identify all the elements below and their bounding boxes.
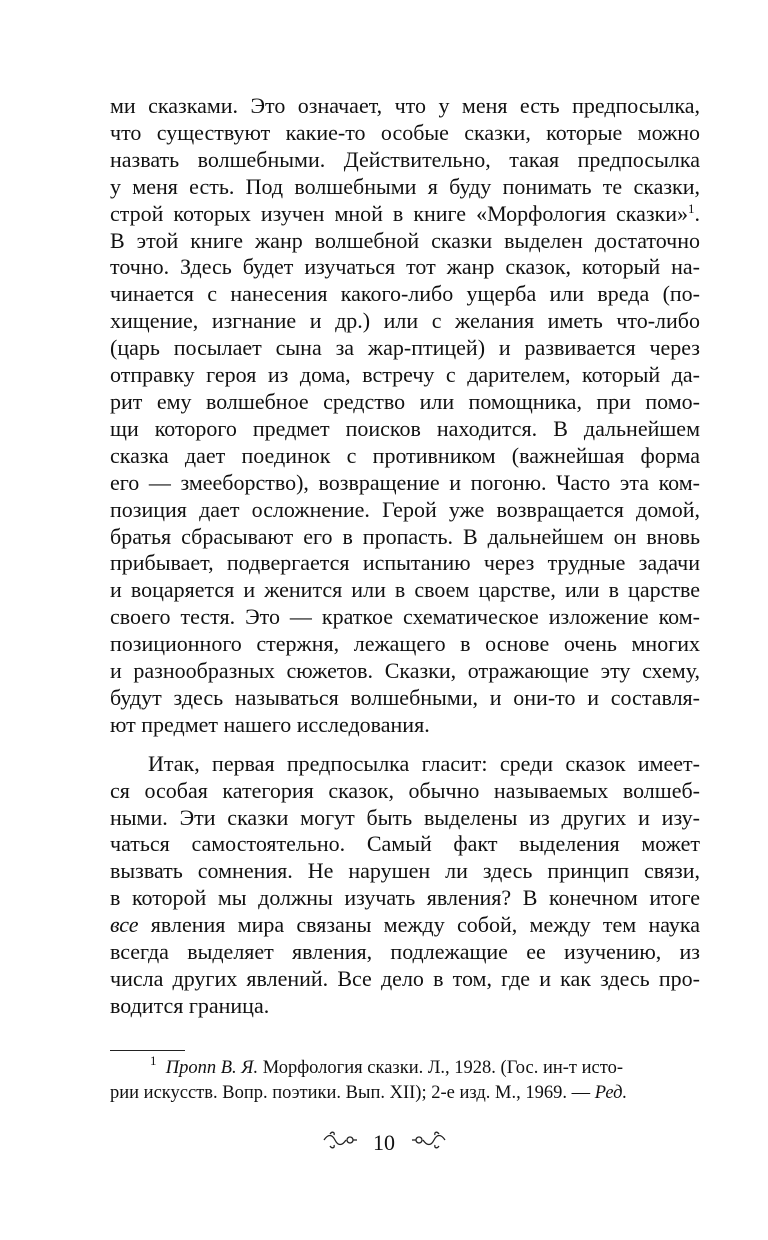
text-line [110,335,700,362]
text-line [110,416,700,443]
text-line-content: ными. Эти сказки могут быть выделены из других и изу- [110,804,700,830]
text-line [110,93,700,120]
text-line [110,443,700,470]
text-line-content: и разнообразных сюжетов. Сказки, отражающие эту схему, [110,658,700,684]
text-line-content: его — змееборство), возвращение и погоню. Часто эта ком- [110,469,700,495]
ornament-flourish-icon [322,1130,358,1156]
footnote [110,1053,700,1106]
footnote-marker: 1 [150,1053,157,1068]
footnote-author: Пропп В. Я. [165,1058,259,1078]
text-line [110,524,700,551]
text-line [110,281,700,308]
text-line [110,966,700,993]
text-line-content: щи которого предмет поисков находится. В дальнейшем [110,415,700,441]
text-line-content: будут здесь называться волшебными, и они-то и составля- [110,684,700,710]
footnote-text-1: Морфология сказки. Л., 1928. (Гос. ин-т исто- [258,1058,623,1078]
ornament-flourish-icon [411,1130,447,1156]
text-line-content: ся особая категория сказок, обычно называемых волшеб- [110,777,700,803]
emphasis: все [110,912,139,938]
text-line [110,831,700,858]
text-line-content: хищение, изгнание и др.) или с желания иметь что-либо [110,308,700,334]
footnote-text-2: рии искусств. Вопр. поэтики. Вып. XII); 2-е изд. М., 1969. — [110,1083,591,1103]
text-line [110,470,700,497]
text-line-content: отправку героя из дома, встречу с дарителем, который да- [110,362,700,388]
text-line [110,805,700,832]
text-line-content: что существуют какие-то особые сказки, которые можно [110,119,700,145]
text-line [110,858,700,885]
text-line [110,658,700,685]
text-line [110,712,700,739]
text-line [110,389,700,416]
text-line [110,751,700,778]
text-line-content: прибывает, подвергается испытанию через трудные задачи [110,550,700,576]
text-line-content: вызвать сомнения. Не нарушен ли здесь принцип связи, [110,858,700,884]
text-line-content: братья сбрасывают его в пропасть. В дальнейшем он вновь [110,523,700,549]
main-text [110,93,700,1020]
text-line-content: ми сказками. Это означает, что у меня есть предпосылка, [110,93,700,118]
text-line-content: числа других явлений. Все дело в том, где и как здесь про- [110,966,700,991]
text-line-content: явления мира связаны между собой, между тем наука [138,912,700,938]
text-line-content: чаться самостоятельно. Самый факт выделения может [110,831,700,857]
text-line-content: Итак, первая предпосылка гласит: среди сказок имеет- [148,750,700,776]
text-line-content: позиция дает осложнение. Герой уже возвращается домой, [110,496,700,522]
text-line [110,577,700,604]
text-line-content: в которой мы должны изучать явления? В конечном итоге [110,885,700,911]
text-line [110,685,700,712]
footnote-reference[interactable]: 1 [688,200,695,216]
paragraph-2 [110,751,700,1020]
text-line-content: и воцаряется и женится или в своем царстве, или в царстве [110,577,700,603]
footnote-editor: Ред. [594,1083,628,1103]
text-line [110,604,700,631]
text-line [110,550,700,577]
text-line-content: позиционного стержня, лежащего в основе очень многих [110,631,700,657]
footnote-divider [110,1050,185,1051]
text-line-content: ют предмет нашего исследования. [110,711,430,737]
page-footer [0,1128,768,1156]
text-line-content: чинается с нанесения какого-либо ущерба или вреда (по- [110,281,700,307]
text-line-content: (царь посылает сына за жар-птицей) и развивается через [110,335,700,361]
text-line-content: точно. Здесь будет изучаться тот жанр сказок, который на- [110,254,700,280]
text-line-content: своего тестя. Это — краткое схематическое изложение ком- [110,604,700,630]
page-number: 10 [373,1129,395,1155]
paragraph-1 [110,93,700,739]
text-line-content: назвать волшебными. Действительно, такая предпосылка [110,146,700,172]
text-line [110,993,700,1020]
text-line-content: В этой книге жанр волшебной сказки выделен достаточно [110,227,700,253]
text-line [110,778,700,805]
text-line [110,939,700,966]
text-line: строй которых изучен мной в книге «Морфология сказки»$^1$. [110,200,700,226]
text-line-content: у меня есть. Под волшебными я буду понимать те сказки, [110,173,700,199]
text-line-content: строй которых изучен мной в книге «Морфология сказки» [110,200,688,226]
text-line-content: водится граница. [110,992,270,1018]
text-line [110,912,700,939]
text-line [110,497,700,524]
text-line-content: сказка дает поединок с противником (важнейшая форма [110,442,700,468]
text-line [110,885,700,912]
text-line [110,308,700,335]
text-line [110,120,700,147]
text-line [110,228,700,255]
text-line [110,254,700,281]
text-line [110,631,700,658]
text-line [110,174,700,201]
text-line-content: рит ему волшебное средство или помощника, при помо- [110,388,700,414]
text-line [110,362,700,389]
text-line [110,147,700,174]
text-line-content: всегда выделяет явления, подлежащие ее изучению, из [110,939,700,965]
